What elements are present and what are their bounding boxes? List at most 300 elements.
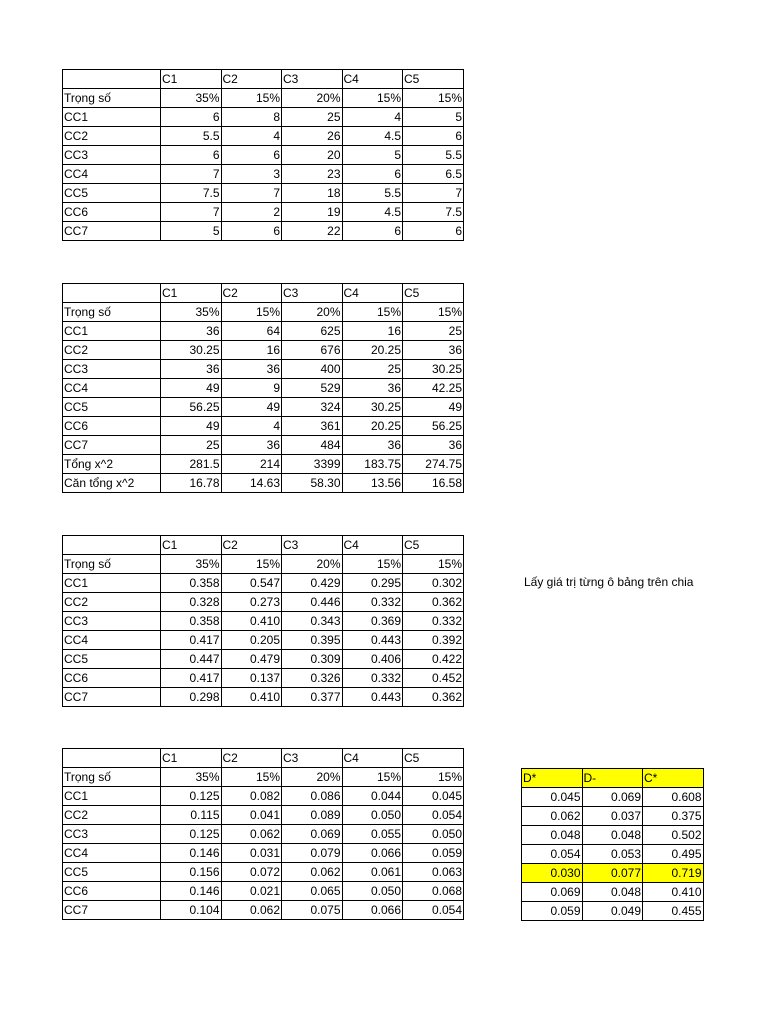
value-cell[interactable]: 56.25 xyxy=(161,398,222,417)
table-row xyxy=(522,883,704,902)
value-cell[interactable]: 0.044 xyxy=(342,787,403,806)
table-row xyxy=(63,417,464,436)
value-cell[interactable]: 6.5 xyxy=(403,165,464,184)
table-row xyxy=(63,768,464,787)
header-cell[interactable]: C2 xyxy=(221,536,282,555)
value-cell[interactable]: 0.495 xyxy=(643,845,704,864)
header-cell[interactable]: C4 xyxy=(342,536,403,555)
header-cell[interactable] xyxy=(63,70,161,89)
value-cell[interactable]: 0.452 xyxy=(403,669,464,688)
value-cell[interactable]: 3 xyxy=(221,165,282,184)
value-cell[interactable]: 26 xyxy=(282,127,343,146)
value-cell[interactable]: 625 xyxy=(282,322,343,341)
value-cell[interactable]: 0.443 xyxy=(342,631,403,650)
note-text: Lấy giá trị từng ô bảng trên chia xyxy=(524,575,694,589)
header-row xyxy=(522,769,704,788)
value-cell[interactable]: 20% xyxy=(282,768,343,787)
table-row xyxy=(63,844,464,863)
value-cell[interactable]: 0.410 xyxy=(643,883,704,902)
value-cell[interactable]: 36 xyxy=(403,436,464,455)
header-row xyxy=(63,70,464,89)
header-cell[interactable]: D* xyxy=(522,769,583,788)
header-cell[interactable]: C2 xyxy=(221,70,282,89)
value-cell[interactable]: 0.502 xyxy=(643,826,704,845)
value-cell[interactable]: 361 xyxy=(282,417,343,436)
table-row xyxy=(522,826,704,845)
value-cell[interactable]: 56.25 xyxy=(403,417,464,436)
value-cell[interactable]: 0.069 xyxy=(522,883,583,902)
header-cell[interactable]: C5 xyxy=(403,284,464,303)
value-cell[interactable]: 49 xyxy=(161,379,222,398)
header-cell[interactable]: C5 xyxy=(403,70,464,89)
value-cell[interactable]: 0.547 xyxy=(221,574,282,593)
value-cell[interactable]: 15% xyxy=(403,768,464,787)
value-cell[interactable]: 0.055 xyxy=(342,825,403,844)
value-cell[interactable]: 25 xyxy=(282,108,343,127)
value-cell[interactable]: 16.78 xyxy=(161,474,222,493)
value-cell[interactable]: 0.062 xyxy=(522,807,583,826)
row-label-cell[interactable]: Căn tổng x^2 xyxy=(63,474,161,493)
value-cell[interactable]: 7 xyxy=(403,184,464,203)
table-row xyxy=(63,341,464,360)
value-cell[interactable]: 0.422 xyxy=(403,650,464,669)
value-cell[interactable]: 0.298 xyxy=(161,688,222,707)
value-cell[interactable]: 214 xyxy=(221,455,282,474)
value-cell[interactable]: 16.58 xyxy=(403,474,464,493)
value-cell[interactable]: 49 xyxy=(221,398,282,417)
row-label-cell[interactable]: Trọng số xyxy=(63,555,161,574)
value-cell[interactable]: 0.068 xyxy=(403,882,464,901)
value-cell[interactable]: 0.362 xyxy=(403,593,464,612)
value-cell[interactable]: 0.059 xyxy=(403,844,464,863)
value-cell[interactable]: 0.125 xyxy=(161,787,222,806)
table-row xyxy=(63,474,464,493)
header-cell[interactable]: C3 xyxy=(282,284,343,303)
value-cell[interactable]: 0.050 xyxy=(342,882,403,901)
value-cell[interactable]: 7.5 xyxy=(403,203,464,222)
value-cell[interactable]: 0.066 xyxy=(342,901,403,920)
value-cell[interactable]: 0.021 xyxy=(221,882,282,901)
table-row xyxy=(63,806,464,825)
header-cell[interactable]: D- xyxy=(582,769,643,788)
value-cell[interactable]: 13.56 xyxy=(342,474,403,493)
table-row xyxy=(63,688,464,707)
header-cell[interactable]: C3 xyxy=(282,536,343,555)
row-label-cell[interactable]: CC3 xyxy=(63,825,161,844)
value-cell[interactable]: 529 xyxy=(282,379,343,398)
row-label-cell[interactable]: CC3 xyxy=(63,360,161,379)
table-row xyxy=(63,184,464,203)
value-cell[interactable]: 5 xyxy=(161,222,222,241)
value-cell[interactable]: 6 xyxy=(221,222,282,241)
value-cell[interactable]: 0.125 xyxy=(161,825,222,844)
value-cell[interactable]: 20% xyxy=(282,555,343,574)
value-cell[interactable]: 15% xyxy=(403,89,464,108)
table-row xyxy=(63,398,464,417)
value-cell[interactable]: 35% xyxy=(161,555,222,574)
value-cell[interactable]: 9 xyxy=(221,379,282,398)
raw-scores-table xyxy=(62,69,464,241)
value-cell[interactable]: 0.429 xyxy=(282,574,343,593)
value-cell[interactable]: 0.069 xyxy=(282,825,343,844)
squared-scores-table xyxy=(62,283,464,493)
value-cell[interactable]: 0.054 xyxy=(403,806,464,825)
value-cell[interactable]: 0.395 xyxy=(282,631,343,650)
value-cell[interactable]: 0.205 xyxy=(221,631,282,650)
value-cell[interactable]: 0.079 xyxy=(282,844,343,863)
table-row xyxy=(522,864,704,883)
value-cell[interactable]: 0.059 xyxy=(522,902,583,921)
table-row xyxy=(63,574,464,593)
row-label-cell[interactable]: CC4 xyxy=(63,165,161,184)
header-row xyxy=(63,284,464,303)
value-cell[interactable]: 0.050 xyxy=(342,806,403,825)
header-cell[interactable]: C1 xyxy=(161,70,222,89)
value-cell[interactable]: 0.086 xyxy=(282,787,343,806)
value-cell[interactable]: 15% xyxy=(221,303,282,322)
table-row xyxy=(63,455,464,474)
value-cell[interactable]: 274.75 xyxy=(403,455,464,474)
value-cell[interactable]: 30.25 xyxy=(161,341,222,360)
row-label-cell[interactable]: CC4 xyxy=(63,631,161,650)
value-cell[interactable]: 36 xyxy=(342,436,403,455)
value-cell[interactable]: 42.25 xyxy=(403,379,464,398)
value-cell[interactable]: 0.410 xyxy=(221,688,282,707)
row-label-cell[interactable]: CC5 xyxy=(63,650,161,669)
value-cell[interactable]: 16 xyxy=(221,341,282,360)
header-cell[interactable]: C2 xyxy=(221,284,282,303)
value-cell[interactable]: 16 xyxy=(342,322,403,341)
value-cell[interactable]: 0.031 xyxy=(221,844,282,863)
value-cell[interactable]: 23 xyxy=(282,165,343,184)
header-cell[interactable]: C4 xyxy=(342,70,403,89)
value-cell[interactable]: 6 xyxy=(342,165,403,184)
value-cell[interactable]: 22 xyxy=(282,222,343,241)
header-cell[interactable] xyxy=(63,284,161,303)
header-cell[interactable]: C1 xyxy=(161,749,222,768)
row-label-cell[interactable]: CC7 xyxy=(63,222,161,241)
value-cell[interactable]: 0.048 xyxy=(582,826,643,845)
value-cell[interactable]: 0.377 xyxy=(282,688,343,707)
value-cell[interactable]: 0.302 xyxy=(403,574,464,593)
value-cell[interactable]: 0.273 xyxy=(221,593,282,612)
row-label-cell[interactable]: CC7 xyxy=(63,688,161,707)
table-row xyxy=(63,901,464,920)
table-row xyxy=(63,787,464,806)
value-cell[interactable]: 15% xyxy=(221,768,282,787)
value-cell[interactable]: 0.332 xyxy=(342,669,403,688)
value-cell[interactable]: 7 xyxy=(221,184,282,203)
weighted-normalized-table xyxy=(62,748,464,920)
value-cell[interactable]: 0.054 xyxy=(522,845,583,864)
table-row xyxy=(63,825,464,844)
value-cell[interactable]: 0.104 xyxy=(161,901,222,920)
value-cell[interactable]: 4 xyxy=(342,108,403,127)
value-cell[interactable]: 4 xyxy=(221,127,282,146)
value-cell[interactable]: 20.25 xyxy=(342,417,403,436)
value-cell[interactable]: 0.146 xyxy=(161,844,222,863)
value-cell[interactable]: 6 xyxy=(221,146,282,165)
value-cell[interactable]: 0.447 xyxy=(161,650,222,669)
row-label-cell[interactable]: CC1 xyxy=(63,108,161,127)
value-cell[interactable]: 0.062 xyxy=(221,901,282,920)
row-label-cell[interactable]: CC4 xyxy=(63,379,161,398)
value-cell[interactable]: 324 xyxy=(282,398,343,417)
value-cell[interactable]: 400 xyxy=(282,360,343,379)
value-cell[interactable]: 0.045 xyxy=(403,787,464,806)
row-label-cell[interactable]: CC6 xyxy=(63,882,161,901)
value-cell[interactable]: 0.417 xyxy=(161,669,222,688)
value-cell[interactable]: 0.410 xyxy=(221,612,282,631)
row-label-cell[interactable]: CC6 xyxy=(63,417,161,436)
value-cell[interactable]: 6 xyxy=(161,146,222,165)
value-cell[interactable]: 30.25 xyxy=(342,398,403,417)
value-cell[interactable]: 5.5 xyxy=(161,127,222,146)
value-cell[interactable]: 36 xyxy=(221,436,282,455)
value-cell[interactable]: 0.061 xyxy=(342,863,403,882)
value-cell[interactable]: 0.358 xyxy=(161,574,222,593)
value-cell[interactable]: 0.146 xyxy=(161,882,222,901)
value-cell[interactable]: 64 xyxy=(221,322,282,341)
value-cell[interactable]: 0.062 xyxy=(282,863,343,882)
value-cell[interactable]: 0.063 xyxy=(403,863,464,882)
value-cell[interactable]: 0.392 xyxy=(403,631,464,650)
value-cell[interactable]: 15% xyxy=(342,768,403,787)
value-cell[interactable]: 0.455 xyxy=(643,902,704,921)
table-row xyxy=(63,146,464,165)
row-label-cell[interactable]: Tổng x^2 xyxy=(63,455,161,474)
value-cell[interactable]: 6 xyxy=(403,127,464,146)
header-cell[interactable]: C5 xyxy=(403,749,464,768)
value-cell[interactable]: 0.045 xyxy=(522,788,583,807)
value-cell[interactable]: 0.062 xyxy=(221,825,282,844)
table-row xyxy=(63,108,464,127)
value-cell[interactable]: 0.446 xyxy=(282,593,343,612)
value-cell[interactable]: 15% xyxy=(342,555,403,574)
table-row xyxy=(63,360,464,379)
row-label-cell[interactable]: CC4 xyxy=(63,844,161,863)
value-cell[interactable]: 0.037 xyxy=(582,807,643,826)
value-cell[interactable]: 0.075 xyxy=(282,901,343,920)
value-cell[interactable]: 0.077 xyxy=(582,864,643,883)
table-row xyxy=(522,845,704,864)
header-cell[interactable] xyxy=(63,536,161,555)
row-label-cell[interactable]: CC5 xyxy=(63,863,161,882)
value-cell[interactable]: 0.608 xyxy=(643,788,704,807)
value-cell[interactable]: 0.309 xyxy=(282,650,343,669)
row-label-cell[interactable]: CC2 xyxy=(63,593,161,612)
value-cell[interactable]: 25 xyxy=(161,436,222,455)
row-label-cell[interactable]: Trọng số xyxy=(63,768,161,787)
value-cell[interactable]: 0.048 xyxy=(522,826,583,845)
value-cell[interactable]: 0.050 xyxy=(403,825,464,844)
value-cell[interactable]: 0.115 xyxy=(161,806,222,825)
value-cell[interactable]: 0.082 xyxy=(221,787,282,806)
value-cell[interactable]: 5.5 xyxy=(342,184,403,203)
header-cell[interactable]: C5 xyxy=(403,536,464,555)
value-cell[interactable]: 14.63 xyxy=(221,474,282,493)
value-cell[interactable]: 5.5 xyxy=(403,146,464,165)
header-cell[interactable]: C3 xyxy=(282,749,343,768)
value-cell[interactable]: 49 xyxy=(161,417,222,436)
value-cell[interactable]: 0.054 xyxy=(403,901,464,920)
value-cell[interactable]: 6 xyxy=(161,108,222,127)
value-cell[interactable]: 0.065 xyxy=(282,882,343,901)
value-cell[interactable]: 5 xyxy=(403,108,464,127)
normalized-table xyxy=(62,535,464,707)
row-label-cell[interactable]: Trọng số xyxy=(63,89,161,108)
table-row xyxy=(522,807,704,826)
row-label-cell[interactable]: CC3 xyxy=(63,612,161,631)
value-cell[interactable]: 25 xyxy=(403,322,464,341)
value-cell[interactable]: 36 xyxy=(161,360,222,379)
row-label-cell[interactable]: CC3 xyxy=(63,146,161,165)
value-cell[interactable]: 19 xyxy=(282,203,343,222)
value-cell[interactable]: 15% xyxy=(342,89,403,108)
value-cell[interactable]: 18 xyxy=(282,184,343,203)
value-cell[interactable]: 0.137 xyxy=(221,669,282,688)
value-cell[interactable]: 0.066 xyxy=(342,844,403,863)
value-cell[interactable]: 0.049 xyxy=(582,902,643,921)
value-cell[interactable]: 0.069 xyxy=(582,788,643,807)
row-label-cell[interactable]: CC1 xyxy=(63,574,161,593)
value-cell[interactable]: 0.048 xyxy=(582,883,643,902)
value-cell[interactable]: 5 xyxy=(342,146,403,165)
table-row xyxy=(63,165,464,184)
value-cell[interactable]: 6 xyxy=(342,222,403,241)
value-cell[interactable]: 0.332 xyxy=(342,593,403,612)
distance-score-table xyxy=(521,768,704,921)
value-cell[interactable]: 36 xyxy=(221,360,282,379)
row-label-cell[interactable]: CC2 xyxy=(63,127,161,146)
value-cell[interactable]: 281.5 xyxy=(161,455,222,474)
value-cell[interactable]: 0.328 xyxy=(161,593,222,612)
value-cell[interactable]: 0.295 xyxy=(342,574,403,593)
row-label-cell[interactable]: CC1 xyxy=(63,322,161,341)
value-cell[interactable]: 58.30 xyxy=(282,474,343,493)
row-label-cell[interactable]: CC6 xyxy=(63,203,161,222)
header-cell[interactable] xyxy=(63,749,161,768)
value-cell[interactable]: 35% xyxy=(161,89,222,108)
table-row xyxy=(63,555,464,574)
table-row xyxy=(63,631,464,650)
value-cell[interactable]: 35% xyxy=(161,768,222,787)
value-cell[interactable]: 183.75 xyxy=(342,455,403,474)
value-cell[interactable]: 0.362 xyxy=(403,688,464,707)
value-cell[interactable]: 0.089 xyxy=(282,806,343,825)
row-label-cell[interactable]: CC2 xyxy=(63,806,161,825)
value-cell[interactable]: 484 xyxy=(282,436,343,455)
table-row xyxy=(63,222,464,241)
row-label-cell[interactable]: CC7 xyxy=(63,436,161,455)
value-cell[interactable]: 36 xyxy=(161,322,222,341)
value-cell[interactable]: 15% xyxy=(221,89,282,108)
value-cell[interactable]: 7 xyxy=(161,203,222,222)
table-row xyxy=(63,379,464,398)
value-cell[interactable]: 8 xyxy=(221,108,282,127)
value-cell[interactable]: 0.072 xyxy=(221,863,282,882)
value-cell[interactable]: 20% xyxy=(282,89,343,108)
header-cell[interactable]: C1 xyxy=(161,284,222,303)
table-row xyxy=(63,612,464,631)
value-cell[interactable]: 7 xyxy=(161,165,222,184)
value-cell[interactable]: 0.326 xyxy=(282,669,343,688)
value-cell[interactable]: 20 xyxy=(282,146,343,165)
table-row xyxy=(63,89,464,108)
table-row xyxy=(63,203,464,222)
table-row xyxy=(63,127,464,146)
value-cell[interactable]: 15% xyxy=(342,303,403,322)
value-cell[interactable]: 15% xyxy=(221,555,282,574)
value-cell[interactable]: 0.358 xyxy=(161,612,222,631)
row-label-cell[interactable]: CC7 xyxy=(63,901,161,920)
value-cell[interactable]: 36 xyxy=(342,379,403,398)
header-cell[interactable]: C1 xyxy=(161,536,222,555)
value-cell[interactable]: 20.25 xyxy=(342,341,403,360)
row-label-cell[interactable]: CC1 xyxy=(63,787,161,806)
value-cell[interactable]: 7.5 xyxy=(161,184,222,203)
value-cell[interactable]: 4.5 xyxy=(342,203,403,222)
value-cell[interactable]: 0.332 xyxy=(403,612,464,631)
row-label-cell[interactable]: Trọng số xyxy=(63,303,161,322)
value-cell[interactable]: 0.479 xyxy=(221,650,282,669)
value-cell[interactable]: 0.443 xyxy=(342,688,403,707)
value-cell[interactable]: 0.343 xyxy=(282,612,343,631)
header-cell[interactable]: C4 xyxy=(342,284,403,303)
value-cell[interactable]: 0.369 xyxy=(342,612,403,631)
value-cell[interactable]: 20% xyxy=(282,303,343,322)
value-cell[interactable]: 0.030 xyxy=(522,864,583,883)
header-cell[interactable]: C4 xyxy=(342,749,403,768)
value-cell[interactable]: 35% xyxy=(161,303,222,322)
table-row xyxy=(63,593,464,612)
value-cell[interactable]: 15% xyxy=(403,303,464,322)
value-cell[interactable]: 49 xyxy=(403,398,464,417)
table-row xyxy=(63,303,464,322)
value-cell[interactable]: 0.156 xyxy=(161,863,222,882)
value-cell[interactable]: 0.041 xyxy=(221,806,282,825)
value-cell[interactable]: 0.053 xyxy=(582,845,643,864)
value-cell[interactable]: 4 xyxy=(221,417,282,436)
value-cell[interactable]: 36 xyxy=(403,341,464,360)
row-label-cell[interactable]: CC6 xyxy=(63,669,161,688)
header-cell[interactable]: C3 xyxy=(282,70,343,89)
header-cell[interactable]: C* xyxy=(643,769,704,788)
value-cell[interactable]: 0.417 xyxy=(161,631,222,650)
value-cell[interactable]: 4.5 xyxy=(342,127,403,146)
header-cell[interactable]: C2 xyxy=(221,749,282,768)
value-cell[interactable]: 0.719 xyxy=(643,864,704,883)
table-row xyxy=(63,669,464,688)
value-cell[interactable]: 3399 xyxy=(282,455,343,474)
value-cell[interactable]: 0.406 xyxy=(342,650,403,669)
row-label-cell[interactable]: CC2 xyxy=(63,341,161,360)
value-cell[interactable]: 30.25 xyxy=(403,360,464,379)
value-cell[interactable]: 25 xyxy=(342,360,403,379)
table-row xyxy=(63,436,464,455)
value-cell[interactable]: 676 xyxy=(282,341,343,360)
value-cell[interactable]: 2 xyxy=(221,203,282,222)
header-row xyxy=(63,536,464,555)
value-cell[interactable]: 15% xyxy=(403,555,464,574)
table-row xyxy=(63,650,464,669)
value-cell[interactable]: 6 xyxy=(403,222,464,241)
row-label-cell[interactable]: CC5 xyxy=(63,184,161,203)
table-row xyxy=(522,902,704,921)
row-label-cell[interactable]: CC5 xyxy=(63,398,161,417)
value-cell[interactable]: 0.375 xyxy=(643,807,704,826)
table-row xyxy=(63,322,464,341)
